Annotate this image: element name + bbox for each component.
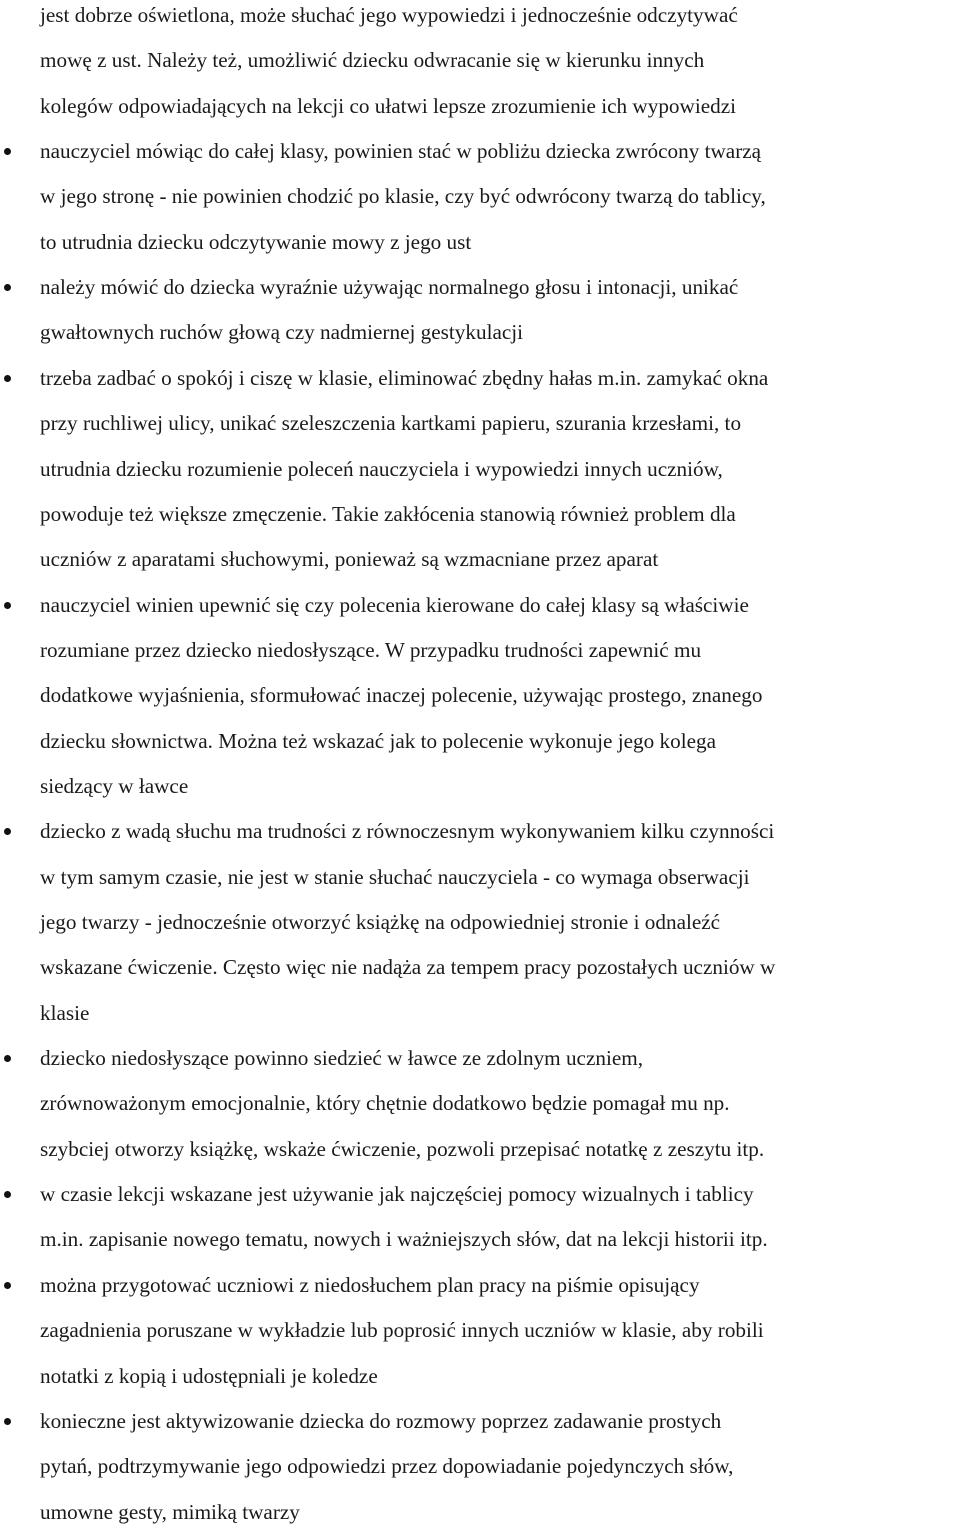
text-line: notatki z kopią i udostępniali je koledze <box>40 1363 378 1388</box>
text-line: umowne gesty, mimiką twarzy <box>40 1499 300 1524</box>
text-line: klasie <box>40 1000 90 1025</box>
text-line: mowę z ust. Należy też, umożliwić dziecku odwracanie się w kierunku innych <box>40 48 705 73</box>
text-line: przy ruchliwej ulicy, unikać szeleszczenia kartkami papieru, szurania krzesłami, to <box>40 411 742 436</box>
text-line: powoduje też większe zmęczenie. Takie zakłócenia stanowią również problem dla <box>40 501 736 526</box>
bullet-item-first-line: można przygotować uczniowi z niedosłuchem plan pracy na piśmie opisujący <box>40 1272 700 1297</box>
list-bullet-icon <box>4 1191 11 1198</box>
text-line: to utrudnia dziecku odczytywanie mowy z jego ust <box>40 229 472 254</box>
text-line: siedzący w ławce <box>40 773 189 798</box>
text-line: wskazane ćwiczenie. Często więc nie nadąża za tempem pracy pozostałych uczniów w <box>40 955 776 980</box>
list-bullet-icon <box>4 828 11 835</box>
bullet-item-first-line: nauczyciel mówiąc do całej klasy, powinien stać w pobliżu dziecka zwrócony twarzą <box>40 139 762 164</box>
text-line: m.in. zapisanie nowego tematu, nowych i ważniejszych słów, dat na lekcji historii itp. <box>40 1227 768 1252</box>
text-line: kolegów odpowiadających na lekcji co ułatwi lepsze zrozumienie ich wypowiedzi <box>40 93 736 118</box>
text-line: utrudnia dziecku rozumienie poleceń nauczyciela i wypowiedzi innych uczniów, <box>40 456 723 481</box>
text-line: jego twarzy - jednocześnie otworzyć książkę na odpowiedniej stronie i odnaleźć <box>40 910 721 934</box>
text-line: dodatkowe wyjaśnienia, sformułować inaczej polecenie, używając prostego, znanego <box>40 683 763 708</box>
list-bullet-icon <box>4 1282 11 1289</box>
list-bullet-icon <box>4 375 11 382</box>
text-line: w jego stronę - nie powinien chodzić po klasie, czy być odwrócony twarzą do tablicy, <box>40 184 766 209</box>
text-line: gwałtownych ruchów głową czy nadmiernej gestykulacji <box>40 320 524 345</box>
text-line: dziecku słownictwa. Można też wskazać jak to polecenie wykonuje jego kolega <box>40 728 716 753</box>
list-bullet-icon <box>4 1055 11 1062</box>
text-line: szybciej otworzy książkę, wskaże ćwiczenie, pozwoli przepisać notatkę z zeszytu itp. <box>40 1136 765 1161</box>
text-line: rozumiane przez dziecko niedosłyszące. W przypadku trudności zapewnić mu <box>40 637 702 662</box>
bullet-item-first-line: dziecko z wadą słuchu ma trudności z równoczesnym wykonywaniem kilku czynności <box>40 819 775 844</box>
text-line: zrównoważonym emocjonalnie, który chętnie dodatkowo będzie pomagał mu np. <box>40 1091 730 1116</box>
list-bullet-icon <box>4 148 11 155</box>
text-line: pytań, podtrzymywanie jego odpowiedzi przez dopowiadanie pojedynczych słów, <box>40 1454 734 1479</box>
bullet-item-first-line: nauczyciel winien upewnić się czy polecenia kierowane do całej klasy są właściwie <box>40 592 749 617</box>
bullet-item-first-line: konieczne jest aktywizowanie dziecka do rozmowy poprzez zadawanie prostych <box>40 1408 722 1433</box>
text-line: w tym samym czasie, nie jest w stanie słuchać nauczyciela - co wymaga obserwacji <box>40 864 750 889</box>
bullet-item-first-line: trzeba zadbać o spokój i ciszę w klasie, eliminować zbędny hałas m.in. zamykać okna <box>40 365 769 390</box>
bullet-item-first-line: w czasie lekcji wskazane jest używanie jak najczęściej pomocy wizualnych i tablicy <box>40 1182 754 1207</box>
bullet-item-first-line: należy mówić do dziecka wyraźnie używając normalnego głosu i intonacji, unikać <box>40 275 739 300</box>
bullet-item-first-line: dziecko niedosłyszące powinno siedzieć w ławce ze zdolnym uczniem, <box>40 1046 644 1071</box>
list-bullet-icon <box>4 284 11 291</box>
text-line: jest dobrze oświetlona, może słuchać jego wypowiedzi i jednocześnie odczytywać <box>40 3 738 27</box>
list-bullet-icon <box>4 1418 11 1425</box>
text-line: zagadnienia poruszane w wykładzie lub poprosić innych uczniów w klasie, aby robili <box>40 1318 764 1343</box>
text-line: uczniów z aparatami słuchowymi, ponieważ są wzmacniane przez aparat <box>40 547 659 572</box>
list-bullet-icon <box>4 602 11 609</box>
